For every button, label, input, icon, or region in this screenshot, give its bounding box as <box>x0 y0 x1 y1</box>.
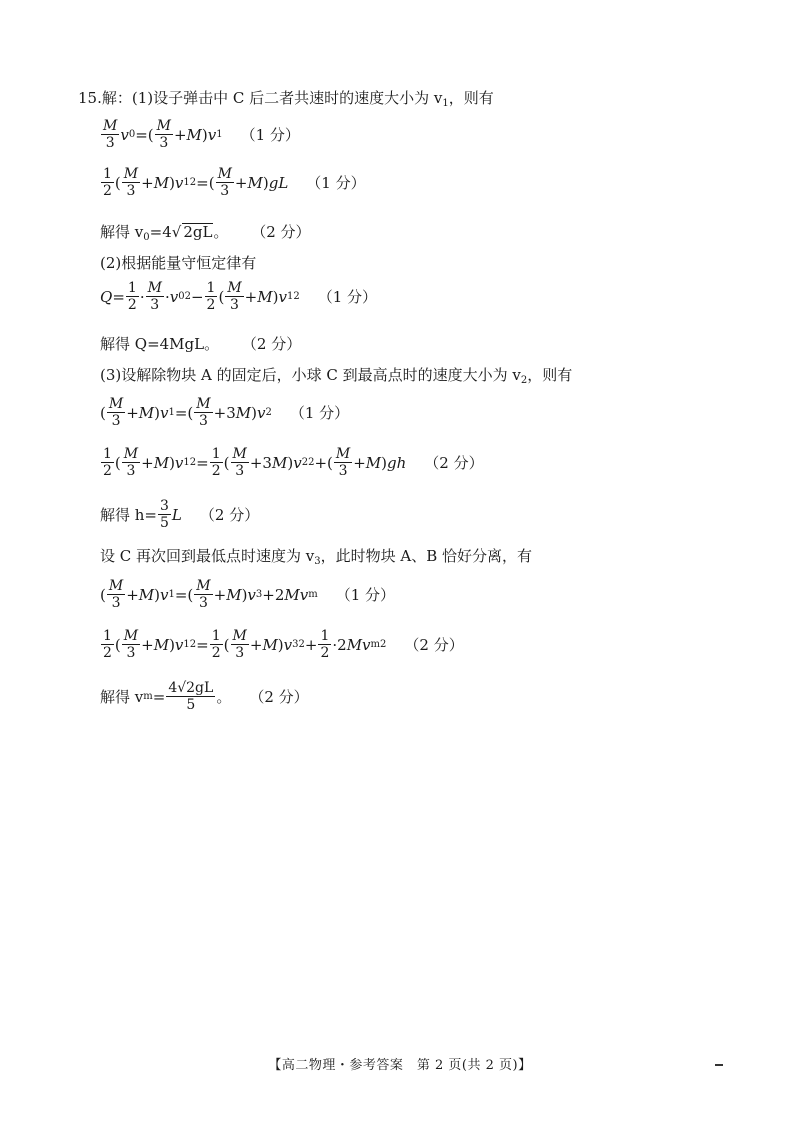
problem-intro: 15.解：(1)设子弹击中 C 后二者共速时的速度大小为 $v_1$，则有 <box>78 89 494 109</box>
score-label: （1 分） <box>289 404 350 422</box>
score-label: （1 分） <box>240 126 300 144</box>
part3-heading: (3)设解除物块 A 的固定后，小球 C 到最高点时的速度大小为 $v_2$，则有 <box>100 366 573 386</box>
equation-heat: Q = $\frac{1}{2}$ · $\frac{M}{3}$ · v 0 2 − $\frac{1}{2}$ ( $\frac{M}{3}$ + M ) v 1 2 （1 分） <box>100 280 377 313</box>
equation-momentum-1: $\frac{M}{3}$ v 0 =( $\frac{M}{3}$ + M ) v 1 （1 分） <box>103 118 300 151</box>
part2-heading: (2)根据能量守恒定律有 <box>100 254 257 272</box>
equation-energy-1: $\frac{1}{2}$ ( $\frac{M}{3}$ + M ) v 1 2 =( $\frac{M}{3}$ + M ) gL （1 分） <box>103 166 366 199</box>
score-label: （2 分） <box>249 688 309 706</box>
equation-momentum-3: ( $\frac{M}{3}$ + M ) v 1 =( $\frac{M}{3}$ + M ) v 3 +2 Mv m （1 分） <box>100 578 396 611</box>
equation-momentum-2: ( $\frac{M}{3}$ + M ) v 1 =( $\frac{M}{3}$ +3 M ) v 2 （1 分） <box>100 396 350 429</box>
result-v0: 解得 $v_0=4√$ 2gL。 （2 分） <box>100 223 311 243</box>
result-h: 解得 h= $\frac{3}{5}$ L （2 分） <box>100 498 260 531</box>
score-label: （1 分） <box>306 174 366 192</box>
result-vm: 解得 v m = $\frac{4√2gL}{5}$ 。 （2 分） <box>100 680 309 713</box>
equation-energy-3: $\frac{1}{2}$ ( $\frac{M}{3}$ + M ) v 1 2 = $\frac{1}{2}$ ( $\frac{M}{3}$ + M ) v 3 2 + $\frac{1}{2}$ ·2 Mv m 2 （2 分） <box>103 628 464 661</box>
result-q: 解得 Q=4MgL。 （2 分） <box>100 335 302 353</box>
page-footer: 【高二物理・参考答案 第 2 页(共 2 页)】 <box>268 1058 532 1073</box>
score-label: （2 分） <box>251 223 311 241</box>
score-label: （1 分） <box>335 586 396 604</box>
score-label: （2 分） <box>404 636 464 654</box>
score-label: （2 分） <box>424 454 484 472</box>
corner-mark <box>715 1064 723 1066</box>
score-label: （2 分） <box>199 506 260 524</box>
problem-intro-text: 解：(1)设子弹击中 C 后二者共速时的速度大小为 v <box>101 89 443 107</box>
problem-number: 15. <box>78 89 102 107</box>
equation-energy-2: $\frac{1}{2}$ ( $\frac{M}{3}$ + M ) v 1 2 = $\frac{1}{2}$ ( $\frac{M}{3}$ +3 M ) v 2 2 +( $\frac{M}{3}$ + M ) gh （2 分） <box>103 446 484 479</box>
part3-subheading: 设 C 再次回到最低点时速度为 $v_3$，此时物块 A、B 恰好分离，有 <box>100 547 533 567</box>
score-label: （2 分） <box>241 335 302 353</box>
score-label: （1 分） <box>317 288 377 306</box>
